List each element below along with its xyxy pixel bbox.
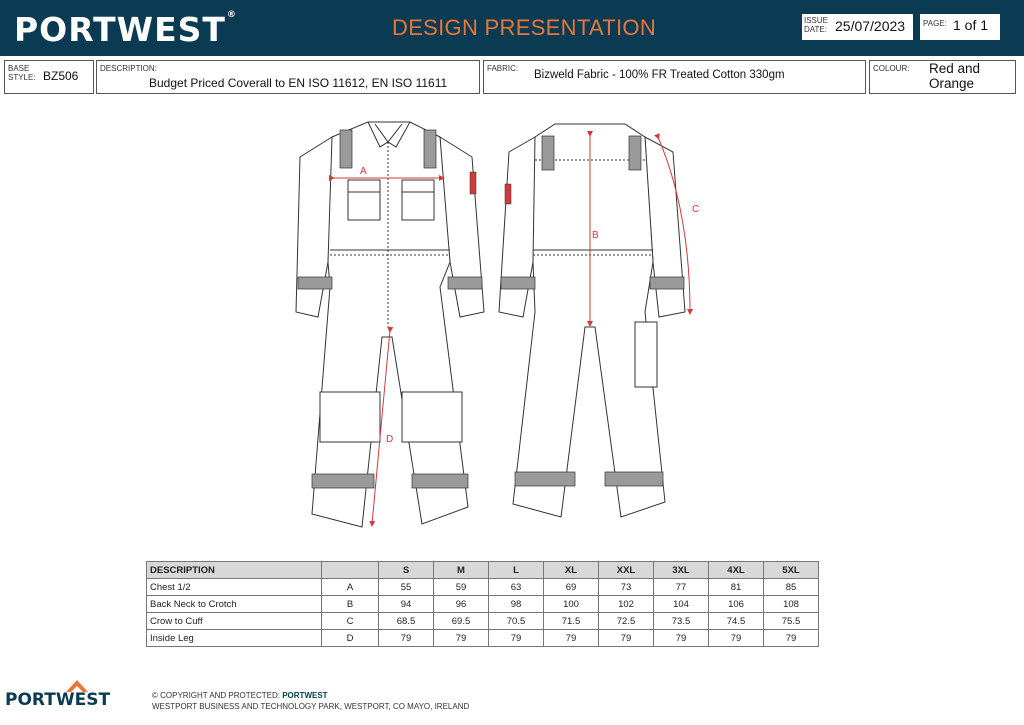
- size-value: 72.5: [599, 613, 654, 630]
- table-row: [147, 613, 819, 630]
- document-title: DESIGN PRESENTATION: [392, 15, 657, 40]
- size-value: 59: [434, 579, 489, 596]
- row-description: Back Neck to Crotch: [147, 596, 322, 613]
- size-value: 79: [709, 630, 764, 647]
- measure-d-label: D: [386, 434, 394, 445]
- size-value: 69.5: [434, 613, 489, 630]
- size-value: 104: [654, 596, 709, 613]
- issue-date-box: [802, 14, 913, 40]
- fabric-value: Bizweld Fabric - 100% FR Treated Cotton 330gm: [534, 69, 785, 81]
- footer-copyright: © COPYRIGHT AND PROTECTED: PORTWEST WESTPORT BUSINESS AND TECHNOLOGY PARK, WESTPORT, CO MAYO, IRELAND: [152, 691, 470, 711]
- base-style-box: [4, 60, 94, 94]
- size-value: 73: [599, 579, 654, 596]
- page-label: PAGE:: [923, 19, 947, 28]
- size-value: 94: [379, 596, 434, 613]
- issue-date-label: ISSUE DATE:: [804, 16, 829, 34]
- base-style-label: BASE STYLE:: [8, 64, 36, 82]
- size-value: 108: [764, 596, 819, 613]
- size-value: 77: [654, 579, 709, 596]
- header-cell: [322, 562, 379, 579]
- size-value: 79: [764, 630, 819, 647]
- issue-date-value: 25/07/2023: [835, 18, 906, 34]
- size-value: 63: [489, 579, 544, 596]
- row-code: B: [322, 596, 379, 613]
- footer-brand-logo: PORTWEST: [5, 690, 111, 710]
- table-row: [147, 630, 819, 647]
- size-value: 85: [764, 579, 819, 596]
- description-label: DESCRIPTION:: [100, 64, 157, 73]
- size-value: 81: [709, 579, 764, 596]
- header-cell: 3XL: [654, 562, 709, 579]
- size-value: 69: [544, 579, 599, 596]
- header-cell: 5XL: [764, 562, 819, 579]
- fabric-label: FABRIC:: [487, 64, 519, 73]
- header-cell: L: [489, 562, 544, 579]
- header-cell: XL: [544, 562, 599, 579]
- size-value: 71.5: [544, 613, 599, 630]
- row-code: A: [322, 579, 379, 596]
- size-value: 75.5: [764, 613, 819, 630]
- table-row: [147, 596, 819, 613]
- size-value: 79: [544, 630, 599, 647]
- row-code: D: [322, 630, 379, 647]
- header-cell: XXL: [599, 562, 654, 579]
- size-value: 79: [599, 630, 654, 647]
- table-header-row: [147, 562, 819, 579]
- header-cell: M: [434, 562, 489, 579]
- size-value: 55: [379, 579, 434, 596]
- row-code: C: [322, 613, 379, 630]
- measure-c-label: C: [692, 204, 700, 215]
- fabric-box: [483, 60, 866, 94]
- description-value: Budget Priced Coverall to EN ISO 11612, EN ISO 11611: [149, 76, 448, 90]
- header-cell: 4XL: [709, 562, 764, 579]
- header-cell: S: [379, 562, 434, 579]
- size-value: 102: [599, 596, 654, 613]
- colour-label: COLOUR:: [873, 64, 910, 73]
- row-description: Inside Leg: [147, 630, 322, 647]
- measure-a-label: A: [360, 166, 367, 177]
- size-value: 79: [379, 630, 434, 647]
- page-number-box: [920, 14, 1000, 40]
- row-description: Crow to Cuff: [147, 613, 322, 630]
- size-value: 79: [489, 630, 544, 647]
- front-view-drawing: [296, 122, 484, 527]
- measure-b-label: B: [592, 230, 599, 241]
- size-value: 106: [709, 596, 764, 613]
- size-value: 74.5: [709, 613, 764, 630]
- header-cell: DESCRIPTION: [147, 562, 322, 579]
- page-value: 1 of 1: [953, 17, 989, 33]
- back-sleeve-flag-badge: [505, 184, 511, 204]
- size-value: 79: [654, 630, 709, 647]
- description-box: [96, 60, 480, 94]
- size-value: 70.5: [489, 613, 544, 630]
- colour-box: [869, 60, 1016, 94]
- size-value: 100: [544, 596, 599, 613]
- colour-value: Red and Orange: [929, 61, 981, 91]
- size-value: 79: [434, 630, 489, 647]
- size-value: 68.5: [379, 613, 434, 630]
- sleeve-flag-badge: [470, 172, 476, 194]
- back-view-drawing: [499, 124, 685, 517]
- brand-logo: PORTWEST®: [14, 10, 237, 49]
- coverall-technical-drawings: [290, 112, 700, 537]
- size-value: 73.5: [654, 613, 709, 630]
- base-style-value: BZ506: [43, 69, 79, 83]
- row-description: Chest 1/2: [147, 579, 322, 596]
- table-row: [147, 579, 819, 596]
- size-spec-table: [146, 561, 819, 647]
- header-bar: [0, 0, 1024, 56]
- size-value: 98: [489, 596, 544, 613]
- size-value: 96: [434, 596, 489, 613]
- footer-address: WESTPORT BUSINESS AND TECHNOLOGY PARK, WESTPORT, CO MAYO, IRELAND: [152, 702, 470, 711]
